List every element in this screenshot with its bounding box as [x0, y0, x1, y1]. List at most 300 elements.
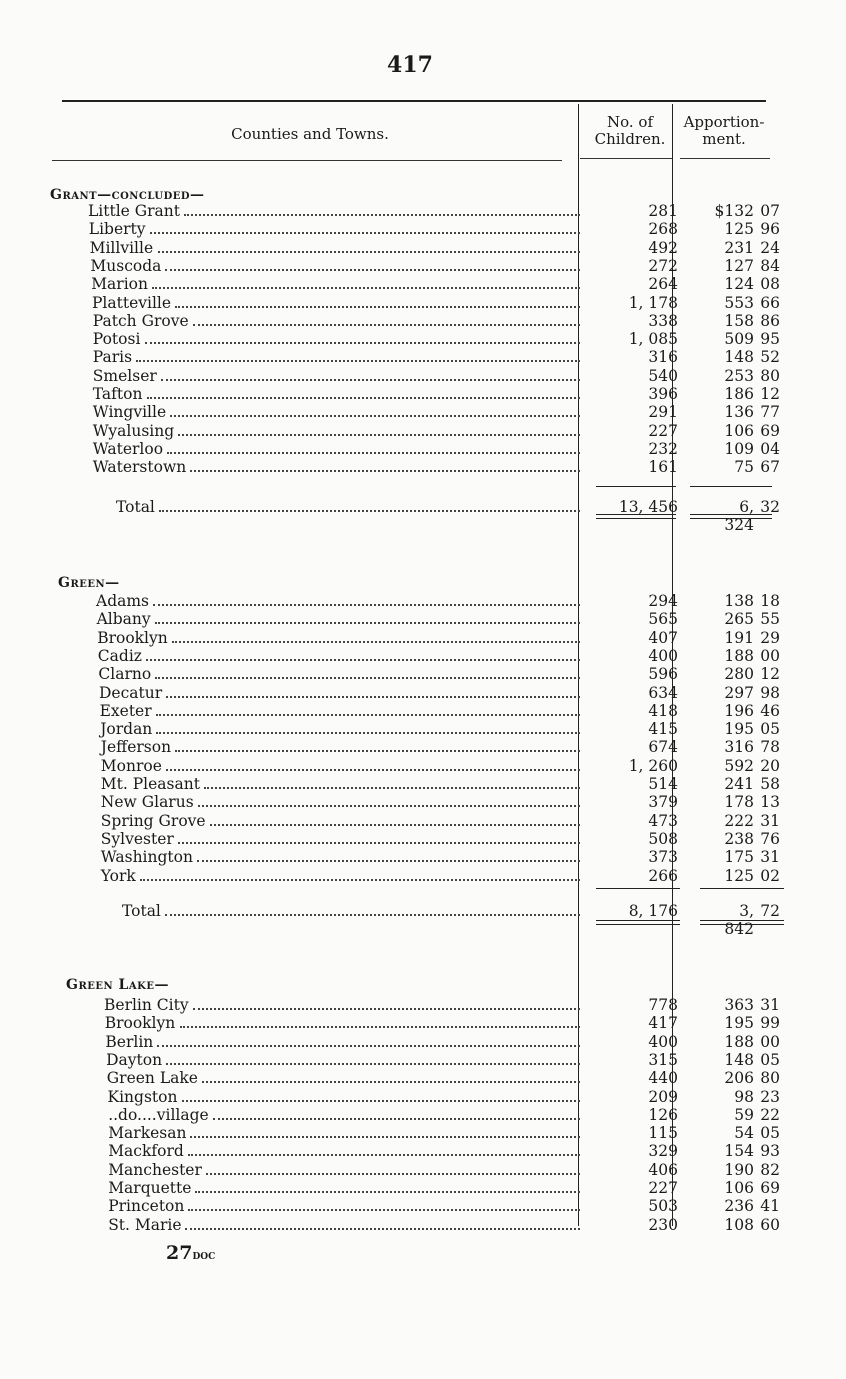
county-heading-green	[0, 574, 846, 592]
signature-text: doc	[192, 1248, 216, 1263]
children-count: 209	[648, 1087, 678, 1106]
apportionment-dollars: 127	[724, 256, 754, 275]
apportionment-cents: 96	[760, 220, 780, 239]
header-counties-and-towns: Counties and Towns.	[231, 125, 389, 143]
leader-dots	[140, 879, 580, 881]
header-no-of-children	[580, 114, 680, 148]
green-total-double-rule-children	[596, 920, 680, 925]
apportionment-cents: 60	[760, 1215, 780, 1234]
table-row	[0, 1216, 846, 1234]
children-count: 291	[648, 403, 678, 422]
apportionment-cents: 02	[760, 866, 780, 885]
children-count: 503	[648, 1197, 678, 1216]
apportionment-dollars: 363	[724, 996, 754, 1014]
apportionment-dollars: 109	[724, 439, 754, 458]
children-count: 161	[648, 458, 678, 477]
leader-dots	[193, 324, 580, 326]
apportionment-cents: 00	[760, 646, 780, 665]
table-row	[0, 610, 846, 628]
total-children: 13, 456	[618, 498, 678, 516]
town-name: Smelser	[92, 366, 157, 385]
town-name: Dayton	[106, 1050, 163, 1069]
top-rule	[62, 100, 766, 102]
apportionment-cents: 95	[760, 330, 780, 349]
town-name: Berlin	[105, 1032, 154, 1051]
apportionment-cents: 58	[760, 775, 780, 793]
town-name: Brooklyn	[104, 1014, 176, 1033]
apportionment-dollars: 236	[724, 1197, 754, 1216]
apportionment-cents: 76	[760, 829, 780, 848]
table-row	[0, 1069, 846, 1087]
town-name: Muscoda	[90, 256, 162, 275]
apportionment-dollars: 509	[724, 330, 754, 349]
apportionment-cents: 86	[760, 311, 780, 330]
table-row	[0, 202, 846, 220]
leader-dots	[157, 1045, 580, 1047]
town-name: Brooklyn	[97, 628, 168, 647]
apportionment-cents: 93	[760, 1142, 780, 1161]
table-row	[0, 294, 846, 312]
town-name: Mt. Pleasant	[100, 775, 200, 793]
table-row	[0, 1161, 846, 1179]
grant-total-double-rule-apportionment	[690, 514, 772, 519]
table-row	[0, 239, 846, 257]
children-count: 596	[648, 665, 678, 684]
town-name: Jordan	[100, 720, 153, 739]
leader-dots	[202, 1081, 580, 1083]
apportionment-cents: 46	[760, 701, 780, 720]
children-count: 232	[648, 439, 678, 458]
leader-dots	[156, 732, 580, 734]
table-row	[0, 1179, 846, 1197]
town-name: Spring Grove	[100, 811, 206, 830]
apportionment-dollars: 206	[724, 1069, 754, 1088]
apportionment-cents: 12	[760, 665, 780, 684]
town-name: Albany	[96, 610, 151, 629]
leader-dots	[182, 1100, 580, 1102]
town-name: Kingston	[107, 1087, 178, 1106]
children-count: 1, 260	[628, 756, 678, 775]
leader-dots	[206, 1173, 580, 1175]
apportionment-cents: 82	[760, 1160, 780, 1179]
apportionment-dollars: 253	[724, 366, 754, 385]
apportionment-cents: 41	[760, 1197, 780, 1216]
table-row	[0, 367, 846, 385]
children-count: 417	[648, 1014, 678, 1033]
children-count: 415	[648, 720, 678, 739]
apportionment-cents: 31	[760, 811, 780, 830]
leader-dots	[180, 1026, 580, 1028]
apportionment-cents: 05	[760, 1124, 780, 1143]
apportionment-cents: 80	[760, 1069, 780, 1088]
apportionment-cents: 69	[760, 1179, 780, 1197]
apportionment-cents: 08	[760, 275, 780, 294]
town-name: Princeton	[108, 1197, 185, 1216]
green-total-top-rule-children	[596, 888, 680, 889]
table-row	[0, 220, 846, 238]
children-count: 565	[648, 610, 678, 629]
table-row	[0, 312, 846, 330]
children-count: 315	[648, 1050, 678, 1069]
children-count: 266	[648, 866, 678, 885]
children-count: 230	[648, 1215, 678, 1234]
table-row	[0, 720, 846, 738]
header-apportionment-line2: ment.	[702, 130, 746, 148]
apportionment-cents: 24	[760, 238, 780, 257]
table-row	[0, 385, 846, 403]
apportionment-cents: 80	[760, 366, 780, 385]
apportionment-dollars: 108	[724, 1215, 754, 1234]
green-total-top-rule-apportionment	[700, 888, 784, 889]
apportionment-cents: 98	[760, 683, 780, 702]
apportionment-dollars: 154	[724, 1142, 754, 1161]
table-row	[0, 848, 846, 866]
green-total-double-rule-apportionment	[700, 920, 784, 925]
leader-dots	[136, 360, 580, 362]
apportionment-dollars: 75	[734, 458, 754, 477]
table-row	[0, 422, 846, 440]
children-count: 115	[648, 1124, 678, 1143]
apportionment-dollars: 195	[724, 720, 754, 739]
apportionment-cents: 67	[760, 458, 780, 477]
grant-total-top-rule-children	[596, 486, 676, 487]
apportionment-dollars: 158	[724, 311, 754, 330]
apportionment-cents: 78	[760, 738, 780, 757]
apportionment-cents: 31	[760, 996, 780, 1014]
children-count: 473	[648, 811, 678, 830]
town-name: Decatur	[99, 683, 163, 702]
leader-dots	[150, 232, 580, 234]
table-row	[0, 702, 846, 720]
apportionment-dollars: 59	[734, 1105, 754, 1124]
apportionment-dollars: 231	[724, 238, 754, 257]
county-heading-label: Grant—concluded—	[50, 187, 205, 203]
county-heading-green-lake	[0, 976, 846, 994]
town-name: Waterloo	[92, 439, 164, 458]
table-row	[0, 458, 846, 476]
town-name: Liberty	[88, 220, 146, 239]
leader-dots	[153, 604, 580, 606]
apportionment-cents: 04	[760, 439, 780, 458]
town-name: Marion	[91, 275, 148, 294]
apportionment-dollars: 186	[724, 385, 754, 403]
county-heading-label: Green—	[58, 575, 120, 591]
apportionment-dollars: 136	[724, 403, 754, 422]
page-number: 417	[387, 52, 433, 78]
apportionment-cents: 22	[760, 1105, 780, 1124]
apportionment-dollars: 297	[724, 683, 754, 702]
table-row	[0, 775, 846, 793]
leader-dots	[197, 860, 580, 862]
leader-dots	[155, 677, 580, 679]
table-row	[0, 647, 846, 665]
town-name: St. Marie	[108, 1215, 182, 1234]
table-row	[0, 996, 846, 1014]
town-name: Potosi	[92, 330, 141, 349]
leader-dots	[195, 1191, 580, 1193]
apportionment-cents: 23	[760, 1087, 780, 1106]
total-label: Total	[116, 498, 155, 516]
town-name: Cadiz	[97, 646, 142, 665]
town-name: Washington	[100, 848, 193, 867]
table-row	[0, 403, 846, 421]
children-count: 294	[648, 592, 678, 610]
children-count: 778	[648, 996, 678, 1014]
leader-dots	[175, 750, 580, 752]
total-children: 8, 176	[628, 902, 678, 920]
leader-dots	[158, 251, 580, 253]
header-no-of-children-line2: Children.	[594, 130, 666, 148]
table-row	[0, 348, 846, 366]
children-count: 440	[648, 1069, 678, 1088]
apportionment-dollars: 188	[724, 1032, 754, 1051]
town-name: Sylvester	[100, 829, 174, 848]
children-count: 264	[648, 275, 678, 294]
apportionment-dollars: 178	[724, 793, 754, 812]
leader-dots	[188, 1209, 580, 1211]
leader-dots	[175, 306, 580, 308]
header-no-of-children-line1: No. of	[606, 113, 653, 131]
grant-total-top-rule-apportionment	[690, 486, 772, 487]
children-count: 407	[648, 628, 678, 647]
apportionment-dollars: 238	[724, 829, 754, 848]
total-cents: 32	[760, 498, 780, 516]
apportionment-dollars: 124	[724, 275, 754, 294]
apportionment-dollars: 106	[724, 1179, 754, 1197]
leader-dots	[178, 434, 580, 436]
town-name: Platteville	[92, 293, 172, 312]
apportionment-cents: 05	[760, 720, 780, 739]
signature-number: 27	[166, 1242, 193, 1264]
apportionment-dollars: 54	[734, 1124, 754, 1143]
apportionment-cents: 07	[760, 202, 780, 220]
town-name: Monroe	[100, 756, 162, 775]
apportionment-dollars: 241	[724, 775, 754, 793]
table-row	[0, 1033, 846, 1051]
header-rule-1	[52, 160, 562, 161]
table-row	[0, 1088, 846, 1106]
table-row	[0, 1106, 846, 1124]
table-row	[0, 812, 846, 830]
town-name: New Glarus	[100, 793, 194, 812]
table-row	[0, 1142, 846, 1160]
apportionment-cents: 00	[760, 1032, 780, 1051]
leader-dots	[155, 622, 580, 624]
table-row	[0, 629, 846, 647]
apportionment-dollars: 196	[724, 701, 754, 720]
town-name: Patch Grove	[92, 311, 189, 330]
children-count: 227	[648, 421, 678, 440]
apportionment-dollars: 265	[724, 610, 754, 629]
table-row	[0, 1014, 846, 1032]
town-name: Little Grant	[88, 202, 181, 220]
children-count: 508	[648, 829, 678, 848]
apportionment-cents: 20	[760, 756, 780, 775]
total-cents: 72	[760, 902, 780, 920]
table-row	[0, 665, 846, 683]
town-name: Markesan	[108, 1124, 187, 1143]
children-count: 540	[648, 366, 678, 385]
apportionment-dollars: 280	[724, 665, 754, 684]
table-row	[0, 1124, 846, 1142]
leader-dots	[185, 1228, 580, 1230]
apportionment-dollars: 592	[724, 756, 754, 775]
table-row	[0, 757, 846, 775]
leader-dots	[165, 914, 580, 916]
town-name: Berlin City	[104, 996, 189, 1014]
town-name: Wingville	[92, 403, 167, 422]
apportionment-cents: 18	[760, 592, 780, 610]
children-count: 418	[648, 701, 678, 720]
table-row	[0, 1197, 846, 1215]
apportionment-cents: 55	[760, 610, 780, 629]
apportionment-dollars: 190	[724, 1160, 754, 1179]
leader-dots	[204, 787, 580, 789]
header-apportionment	[672, 114, 776, 148]
town-name: Manchester	[108, 1160, 202, 1179]
table-row	[0, 684, 846, 702]
leader-dots	[159, 510, 580, 512]
apportionment-cents: 77	[760, 403, 780, 422]
apportionment-dollars: 125	[724, 220, 754, 239]
apportionment-dollars: 222	[724, 811, 754, 830]
children-count: 400	[648, 646, 678, 665]
apportionment-dollars: 191	[724, 628, 754, 647]
leader-dots	[193, 1008, 580, 1010]
children-count: 373	[648, 848, 678, 867]
town-name: Paris	[92, 348, 133, 367]
leader-dots	[198, 805, 580, 807]
apportionment-cents: 13	[760, 793, 780, 812]
children-count: 1, 178	[628, 293, 678, 312]
apportionment-dollars: 195	[724, 1014, 754, 1033]
signature-mark	[166, 1242, 215, 1264]
town-name: Clarno	[98, 665, 152, 684]
leader-dots	[152, 287, 580, 289]
children-count: 329	[648, 1142, 678, 1161]
apportionment-cents: 31	[760, 848, 780, 867]
town-name: Tafton	[92, 385, 143, 403]
leader-dots	[166, 696, 580, 698]
town-name: Mackford	[108, 1142, 184, 1161]
town-name: Green Lake	[106, 1069, 198, 1088]
town-name: York	[100, 866, 136, 885]
leader-dots	[213, 1118, 580, 1120]
apportionment-cents: 66	[760, 293, 780, 312]
children-count: 492	[648, 238, 678, 257]
children-count: 406	[648, 1160, 678, 1179]
leader-dots	[147, 397, 580, 399]
table-row	[0, 1051, 846, 1069]
children-count: 281	[648, 202, 678, 220]
apportionment-dollars: 138	[724, 592, 754, 610]
leader-dots	[190, 1136, 580, 1138]
leader-dots	[161, 379, 580, 381]
town-name: Jefferson	[100, 738, 172, 757]
leader-dots	[210, 824, 580, 826]
leader-dots	[167, 452, 580, 454]
children-count: 634	[648, 683, 678, 702]
table-row	[0, 592, 846, 610]
apportionment-dollars: 106	[724, 421, 754, 440]
grant-total-double-rule-children	[596, 514, 676, 519]
apportionment-dollars: 148	[724, 348, 754, 367]
leader-dots	[166, 769, 580, 771]
apportionment-dollars: 125	[724, 866, 754, 885]
leader-dots	[190, 470, 580, 472]
town-name: Waterstown	[92, 458, 187, 477]
children-count: 126	[648, 1105, 678, 1124]
apportionment-dollars: $132	[714, 202, 754, 220]
leader-dots	[156, 714, 580, 716]
header-rule-2	[580, 158, 672, 159]
apportionment-cents: 99	[760, 1014, 780, 1033]
leader-dots	[145, 342, 580, 344]
children-count: 227	[648, 1179, 678, 1197]
table-row	[0, 330, 846, 348]
children-count: 272	[648, 256, 678, 275]
leader-dots	[170, 415, 580, 417]
leader-dots	[146, 659, 580, 661]
children-count: 316	[648, 348, 678, 367]
table-row	[0, 830, 846, 848]
total-dollars: 6, 324	[724, 498, 754, 534]
apportionment-cents: 69	[760, 421, 780, 440]
total-label: Total	[122, 902, 161, 920]
leader-dots	[165, 269, 580, 271]
children-count: 268	[648, 220, 678, 239]
table-row	[0, 257, 846, 275]
header-rule-3	[680, 158, 770, 159]
leader-dots	[178, 842, 580, 844]
apportionment-cents: 84	[760, 256, 780, 275]
children-count: 674	[648, 738, 678, 757]
green-total-row	[0, 902, 846, 938]
apportionment-dollars: 98	[734, 1087, 754, 1106]
children-count: 338	[648, 311, 678, 330]
table-row	[0, 440, 846, 458]
apportionment-dollars: 188	[724, 646, 754, 665]
header-apportionment-line1: Apportion-	[683, 113, 765, 131]
town-name: Millville	[89, 238, 154, 257]
apportionment-dollars: 316	[724, 738, 754, 757]
total-dollars: 3, 842	[724, 902, 754, 938]
children-count: 379	[648, 793, 678, 812]
children-count: 396	[648, 385, 678, 403]
apportionment-cents: 05	[760, 1050, 780, 1069]
county-heading-label: Green Lake—	[66, 977, 169, 993]
apportionment-cents: 12	[760, 385, 780, 403]
table-row	[0, 867, 846, 885]
town-name: ..do....village	[108, 1105, 209, 1124]
apportionment-dollars: 148	[724, 1050, 754, 1069]
apportionment-cents: 29	[760, 628, 780, 647]
town-name: Wyalusing	[92, 421, 175, 440]
apportionment-dollars: 175	[724, 848, 754, 867]
table-row	[0, 275, 846, 293]
apportionment-dollars: 553	[724, 293, 754, 312]
table-row	[0, 793, 846, 811]
leader-dots	[172, 641, 580, 643]
leader-dots	[184, 214, 580, 216]
town-name: Exeter	[99, 701, 152, 720]
table-row	[0, 738, 846, 756]
leader-dots	[188, 1154, 580, 1156]
town-name: Adams	[96, 592, 150, 610]
children-count: 514	[648, 775, 678, 793]
children-count: 400	[648, 1032, 678, 1051]
leader-dots	[166, 1063, 580, 1065]
